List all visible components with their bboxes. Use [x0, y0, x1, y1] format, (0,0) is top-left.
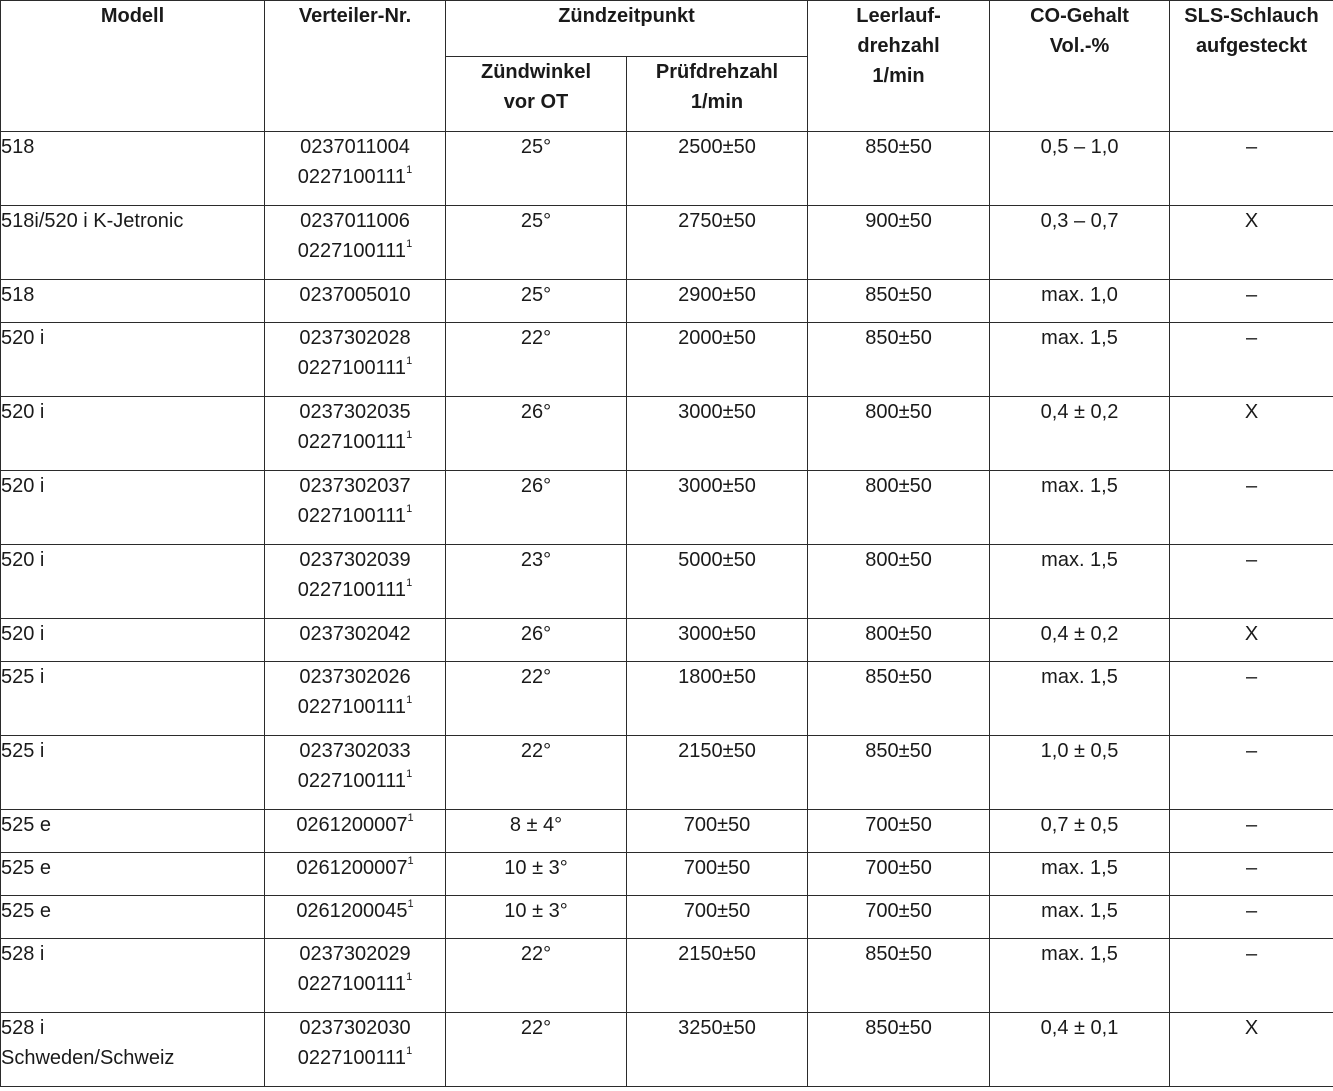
co-value: max. 1,5 [1041, 327, 1118, 349]
modell-text: 520 i [1, 401, 45, 423]
sls-value: X [1244, 623, 1259, 645]
verteiler-line [265, 1013, 445, 1043]
cell-pruefdrehzahl [627, 1013, 808, 1087]
sls-value: – [1245, 549, 1258, 571]
co-value: 0,4 ± 0,1 [1040, 1017, 1119, 1039]
table-header [1, 1, 1333, 132]
header-zuendwinkel: Zündwinkel vor OT [446, 57, 627, 132]
cell-verteiler [265, 939, 446, 1013]
leerlauf-value: 850±50 [865, 740, 932, 762]
modell-text: Schweden/Schweiz [1, 1047, 175, 1069]
cell-co-gehalt [990, 810, 1170, 853]
cell-sls-schlauch [1170, 662, 1333, 736]
verteiler-line [265, 501, 445, 531]
modell-text: 520 i [1, 549, 45, 571]
cell-pruefdrehzahl [627, 397, 808, 471]
cell-co-gehalt [990, 619, 1170, 662]
leerlauf-value: 700±50 [865, 857, 932, 879]
verteiler-number: 0227100111 [297, 240, 407, 262]
verteiler-number: 0227100111 [297, 973, 407, 995]
leerlauf-value: 900±50 [865, 210, 932, 232]
cell-modell [1, 471, 265, 545]
cell-pruefdrehzahl [627, 323, 808, 397]
cell-verteiler [265, 810, 446, 853]
cell-pruefdrehzahl [627, 471, 808, 545]
cell-leerlaufdrehzahl [808, 280, 990, 323]
zuendwinkel-value: 22° [520, 943, 552, 965]
verteiler-line [265, 896, 445, 926]
pruefdrehzahl-value: 3000±50 [678, 623, 756, 645]
zuendwinkel-value: 22° [520, 740, 552, 762]
cell-verteiler [265, 619, 446, 662]
cell-pruefdrehzahl [627, 810, 808, 853]
table-body [1, 132, 1333, 1087]
verteiler-number: 0261200007 [296, 857, 408, 879]
verteiler-number: 0237005010 [299, 284, 411, 306]
cell-zuendwinkel [446, 810, 627, 853]
verteiler-line [265, 280, 445, 310]
co-value: max. 1,5 [1041, 475, 1118, 497]
cell-modell [1, 1013, 265, 1087]
cell-co-gehalt [990, 471, 1170, 545]
header-sls-schlauch: SLS-Schlauch aufgesteckt [1170, 1, 1333, 132]
cell-co-gehalt [990, 206, 1170, 280]
verteiler-line [265, 853, 445, 883]
verteiler-line [265, 162, 445, 192]
verteiler-line [265, 397, 445, 427]
leerlauf-value: 700±50 [865, 900, 932, 922]
co-value: 0,7 ± 0,5 [1040, 814, 1119, 836]
cell-modell [1, 810, 265, 853]
sls-value: – [1245, 284, 1258, 306]
cell-co-gehalt [990, 323, 1170, 397]
header-zuendzeitpunkt: Zündzeitpunkt [446, 1, 808, 57]
sls-value: – [1245, 900, 1258, 922]
leerlauf-value: 850±50 [865, 136, 932, 158]
cell-co-gehalt [990, 939, 1170, 1013]
co-value: 1,0 ± 0,5 [1040, 740, 1119, 762]
co-value: 0,4 ± 0,2 [1040, 401, 1119, 423]
cell-zuendwinkel [446, 545, 627, 619]
cell-verteiler [265, 132, 446, 206]
cell-co-gehalt [990, 896, 1170, 939]
verteiler-line [265, 939, 445, 969]
cell-leerlaufdrehzahl [808, 132, 990, 206]
verteiler-number: 0227100111 [297, 505, 407, 527]
cell-pruefdrehzahl [627, 206, 808, 280]
cell-verteiler [265, 323, 446, 397]
verteiler-line [265, 471, 445, 501]
footnote-marker: 1 [406, 355, 413, 368]
pruefdrehzahl-value: 2150±50 [678, 740, 756, 762]
verteiler-number: 0237011006 [300, 210, 410, 232]
verteiler-number: 0237302033 [299, 740, 411, 762]
cell-sls-schlauch [1170, 853, 1333, 896]
verteiler-number: 0237302028 [299, 327, 411, 349]
cell-modell [1, 323, 265, 397]
cell-leerlaufdrehzahl [808, 939, 990, 1013]
cell-zuendwinkel [446, 1013, 627, 1087]
modell-text: 528 i [1, 943, 45, 965]
table-row [1, 397, 1333, 471]
verteiler-line [265, 766, 445, 796]
cell-co-gehalt [990, 397, 1170, 471]
verteiler-line [265, 810, 445, 840]
verteiler-number: 0237302026 [299, 666, 411, 688]
table-row [1, 323, 1333, 397]
verteiler-number: 0227100111 [297, 770, 407, 792]
pruefdrehzahl-value: 2750±50 [678, 210, 756, 232]
modell-text: 518 [1, 136, 35, 158]
zuendwinkel-value: 25° [520, 284, 552, 306]
verteiler-line [265, 427, 445, 457]
cell-verteiler [265, 853, 446, 896]
co-value: 0,5 – 1,0 [1040, 136, 1119, 158]
footnote-marker: 1 [407, 898, 414, 911]
verteiler-line [265, 662, 445, 692]
header-modell: Modell [1, 1, 265, 132]
cell-pruefdrehzahl [627, 662, 808, 736]
verteiler-number: 0261200007 [296, 814, 408, 836]
leerlauf-value: 800±50 [865, 475, 932, 497]
cell-verteiler [265, 1013, 446, 1087]
cell-pruefdrehzahl [627, 736, 808, 810]
zuendwinkel-value: 22° [520, 327, 552, 349]
cell-sls-schlauch [1170, 471, 1333, 545]
table-row [1, 1013, 1333, 1087]
pruefdrehzahl-value: 2150±50 [678, 943, 756, 965]
cell-zuendwinkel [446, 280, 627, 323]
cell-leerlaufdrehzahl [808, 471, 990, 545]
cell-verteiler [265, 280, 446, 323]
verteiler-number: 0227100111 [297, 166, 407, 188]
leerlauf-value: 800±50 [865, 401, 932, 423]
co-value: max. 1,5 [1041, 549, 1118, 571]
zuendwinkel-value: 26° [520, 401, 552, 423]
footnote-marker: 1 [407, 855, 414, 868]
pruefdrehzahl-value: 1800±50 [678, 666, 756, 688]
cell-sls-schlauch [1170, 323, 1333, 397]
table-row [1, 736, 1333, 810]
table-row [1, 545, 1333, 619]
verteiler-line [265, 575, 445, 605]
modell-text: 520 i [1, 623, 45, 645]
footnote-marker: 1 [406, 429, 413, 442]
cell-sls-schlauch [1170, 545, 1333, 619]
modell-text: 518i/520 i K-Jetronic [1, 210, 184, 232]
cell-verteiler [265, 736, 446, 810]
cell-verteiler [265, 206, 446, 280]
cell-co-gehalt [990, 1013, 1170, 1087]
leerlauf-value: 850±50 [865, 1017, 932, 1039]
verteiler-line [265, 619, 445, 649]
header-verteiler: Verteiler-Nr. [265, 1, 446, 132]
zuendwinkel-value: 10 ± 3° [504, 857, 568, 879]
pruefdrehzahl-value: 700±50 [683, 814, 751, 836]
cell-pruefdrehzahl [627, 853, 808, 896]
modell-text: 520 i [1, 327, 45, 349]
verteiler-line [265, 353, 445, 383]
cell-sls-schlauch [1170, 896, 1333, 939]
verteiler-number: 0227100111 [297, 696, 407, 718]
cell-sls-schlauch [1170, 132, 1333, 206]
sls-value: – [1245, 327, 1258, 349]
zuendwinkel-value: 25° [520, 210, 552, 232]
cell-leerlaufdrehzahl [808, 853, 990, 896]
sls-value: – [1245, 475, 1258, 497]
cell-verteiler [265, 662, 446, 736]
footnote-marker: 1 [406, 238, 413, 251]
leerlauf-value: 800±50 [865, 549, 932, 571]
cell-zuendwinkel [446, 896, 627, 939]
sls-value: – [1245, 666, 1258, 688]
modell-text: 520 i [1, 475, 45, 497]
cell-pruefdrehzahl [627, 619, 808, 662]
modell-text: 525 e [1, 814, 52, 836]
cell-modell [1, 662, 265, 736]
pruefdrehzahl-value: 700±50 [683, 900, 751, 922]
table-row [1, 662, 1333, 736]
pruefdrehzahl-value: 3000±50 [678, 401, 756, 423]
zuendwinkel-value: 26° [520, 475, 552, 497]
cell-modell [1, 736, 265, 810]
pruefdrehzahl-value: 5000±50 [678, 549, 756, 571]
table-row [1, 853, 1333, 896]
modell-text: 525 e [1, 857, 52, 879]
co-value: 0,4 ± 0,2 [1040, 623, 1119, 645]
verteiler-line [265, 323, 445, 353]
cell-zuendwinkel [446, 619, 627, 662]
verteiler-line [265, 736, 445, 766]
modell-text: 525 i [1, 666, 45, 688]
cell-zuendwinkel [446, 471, 627, 545]
cell-leerlaufdrehzahl [808, 619, 990, 662]
zuendwinkel-value: 25° [520, 136, 552, 158]
table-row [1, 896, 1333, 939]
footnote-marker: 1 [406, 1045, 413, 1058]
cell-zuendwinkel [446, 323, 627, 397]
cell-leerlaufdrehzahl [808, 810, 990, 853]
cell-sls-schlauch [1170, 1013, 1333, 1087]
verteiler-line [265, 236, 445, 266]
footnote-marker: 1 [406, 694, 413, 707]
sls-value: X [1244, 1017, 1259, 1039]
pruefdrehzahl-value: 2900±50 [678, 284, 756, 306]
table-row [1, 810, 1333, 853]
pruefdrehzahl-value: 2500±50 [678, 136, 756, 158]
header-co-gehalt: CO-Gehalt Vol.-% [990, 1, 1170, 132]
cell-modell [1, 280, 265, 323]
zuendwinkel-value: 22° [520, 666, 552, 688]
leerlauf-value: 850±50 [865, 943, 932, 965]
co-value: max. 1,5 [1041, 666, 1118, 688]
cell-leerlaufdrehzahl [808, 1013, 990, 1087]
verteiler-number: 0261200045 [296, 900, 408, 922]
zuendwinkel-value: 26° [520, 623, 552, 645]
sls-value: – [1245, 943, 1258, 965]
modell-text: 528 i [1, 1017, 45, 1039]
co-value: max. 1,5 [1041, 943, 1118, 965]
cell-sls-schlauch [1170, 206, 1333, 280]
table-row [1, 280, 1333, 323]
cell-sls-schlauch [1170, 810, 1333, 853]
footnote-marker: 1 [406, 164, 413, 177]
cell-co-gehalt [990, 132, 1170, 206]
cell-modell [1, 619, 265, 662]
cell-verteiler [265, 397, 446, 471]
cell-leerlaufdrehzahl [808, 545, 990, 619]
leerlauf-value: 850±50 [865, 284, 932, 306]
verteiler-number: 0227100111 [297, 579, 407, 601]
cell-zuendwinkel [446, 939, 627, 1013]
cell-zuendwinkel [446, 853, 627, 896]
table-row [1, 939, 1333, 1013]
cell-modell [1, 939, 265, 1013]
cell-modell [1, 206, 265, 280]
cell-leerlaufdrehzahl [808, 662, 990, 736]
footnote-marker: 1 [406, 768, 413, 781]
cell-co-gehalt [990, 545, 1170, 619]
cell-zuendwinkel [446, 736, 627, 810]
verteiler-number: 0237302042 [299, 623, 411, 645]
table-row [1, 206, 1333, 280]
zuendwinkel-value: 23° [520, 549, 552, 571]
verteiler-line [265, 1043, 445, 1073]
cell-zuendwinkel [446, 662, 627, 736]
header-pruefdrehzahl: Prüfdrehzahl 1/min [627, 57, 808, 132]
verteiler-number: 0237302029 [299, 943, 411, 965]
header-leerlaufdrehzahl: Leerlauf- drehzahl 1/min [808, 1, 990, 132]
verteiler-number: 0237302030 [299, 1017, 411, 1039]
cell-zuendwinkel [446, 206, 627, 280]
cell-leerlaufdrehzahl [808, 206, 990, 280]
modell-text: 518 [1, 284, 35, 306]
cell-sls-schlauch [1170, 619, 1333, 662]
cell-pruefdrehzahl [627, 896, 808, 939]
verteiler-line [265, 692, 445, 722]
footnote-marker: 1 [406, 971, 413, 984]
pruefdrehzahl-value: 3000±50 [678, 475, 756, 497]
cell-modell [1, 132, 265, 206]
sls-value: – [1245, 814, 1258, 836]
cell-co-gehalt [990, 736, 1170, 810]
cell-zuendwinkel [446, 132, 627, 206]
cell-sls-schlauch [1170, 280, 1333, 323]
verteiler-number: 0227100111 [297, 1047, 407, 1069]
cell-leerlaufdrehzahl [808, 397, 990, 471]
footnote-marker: 1 [406, 503, 413, 516]
cell-sls-schlauch [1170, 397, 1333, 471]
cell-leerlaufdrehzahl [808, 736, 990, 810]
leerlauf-value: 700±50 [865, 814, 932, 836]
verteiler-line [265, 206, 445, 236]
verteiler-number: 0237302039 [299, 549, 411, 571]
verteiler-number: 0227100111 [297, 357, 407, 379]
leerlauf-value: 850±50 [865, 666, 932, 688]
cell-leerlaufdrehzahl [808, 896, 990, 939]
cell-modell [1, 545, 265, 619]
sls-value: – [1245, 136, 1258, 158]
modell-text: 525 e [1, 900, 52, 922]
table-row [1, 619, 1333, 662]
co-value: max. 1,5 [1041, 857, 1118, 879]
zuendwinkel-value: 22° [520, 1017, 552, 1039]
verteiler-line [265, 969, 445, 999]
cell-leerlaufdrehzahl [808, 323, 990, 397]
cell-sls-schlauch [1170, 939, 1333, 1013]
pruefdrehzahl-value: 700±50 [683, 857, 751, 879]
table-row [1, 471, 1333, 545]
cell-modell [1, 896, 265, 939]
footnote-marker: 1 [407, 812, 414, 825]
verteiler-number: 0237011004 [300, 136, 410, 158]
verteiler-number: 0237302035 [299, 401, 411, 423]
cell-co-gehalt [990, 662, 1170, 736]
verteiler-number: 0237302037 [299, 475, 411, 497]
footnote-marker: 1 [406, 577, 413, 590]
cell-zuendwinkel [446, 397, 627, 471]
table-row [1, 132, 1333, 206]
sls-value: X [1244, 210, 1259, 232]
cell-pruefdrehzahl [627, 132, 808, 206]
cell-modell [1, 853, 265, 896]
cell-verteiler [265, 471, 446, 545]
cell-verteiler [265, 896, 446, 939]
cell-pruefdrehzahl [627, 545, 808, 619]
verteiler-number: 0227100111 [297, 431, 407, 453]
co-value: max. 1,0 [1041, 284, 1118, 306]
pruefdrehzahl-value: 3250±50 [678, 1017, 756, 1039]
leerlauf-value: 800±50 [865, 623, 932, 645]
cell-verteiler [265, 545, 446, 619]
cell-pruefdrehzahl [627, 280, 808, 323]
zuendwinkel-value: 10 ± 3° [504, 900, 568, 922]
co-value: 0,3 – 0,7 [1040, 210, 1119, 232]
cell-modell [1, 397, 265, 471]
leerlauf-value: 850±50 [865, 327, 932, 349]
sls-value: – [1245, 740, 1258, 762]
sls-value: – [1245, 857, 1258, 879]
cell-pruefdrehzahl [627, 939, 808, 1013]
sls-value: X [1244, 401, 1259, 423]
zuendwinkel-value: 8 ± 4° [509, 814, 563, 836]
verteiler-line [265, 132, 445, 162]
co-value: max. 1,5 [1041, 900, 1118, 922]
cell-co-gehalt [990, 280, 1170, 323]
modell-text: 525 i [1, 740, 45, 762]
verteiler-line [265, 545, 445, 575]
pruefdrehzahl-value: 2000±50 [678, 327, 756, 349]
cell-co-gehalt [990, 853, 1170, 896]
cell-sls-schlauch [1170, 736, 1333, 810]
